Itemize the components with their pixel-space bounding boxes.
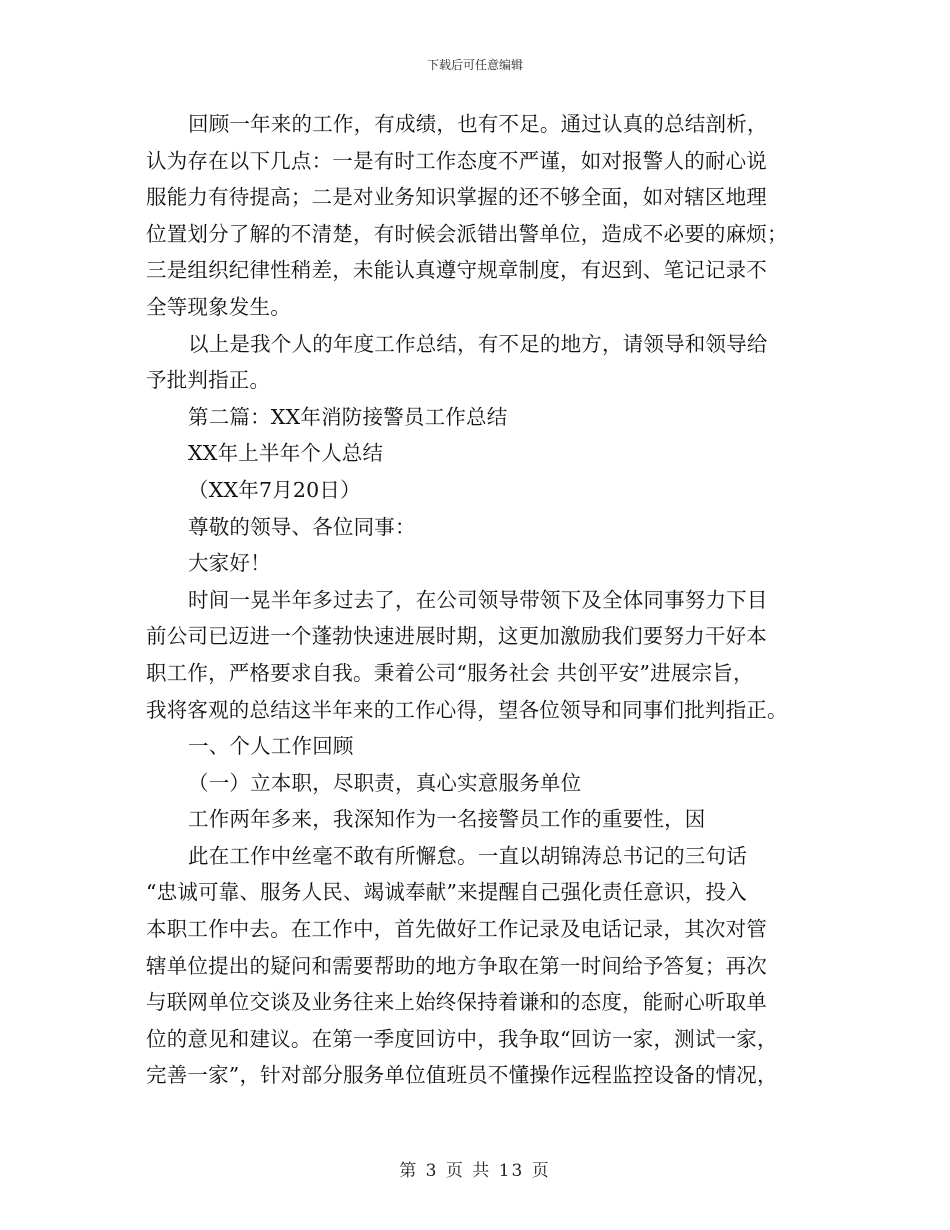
text-line: 位的意见和建议。在第一季度回访中，我争取“回访一家，测试一家， xyxy=(146,1026,778,1051)
greeting: 大家好！ xyxy=(188,551,271,576)
text-line: 职工作，严格要求自我。秉着公司“服务社会 共创平安”进展宗旨， xyxy=(146,660,754,685)
subsection-heading: （一）立本职，尽职责，真心实意服务单位 xyxy=(188,770,582,795)
text-line: 完善一家”，针对部分服务单位值班员不懂操作远程监控设备的情况， xyxy=(146,1063,778,1088)
text-line: “忠诚可靠、服务人民、竭诚奉献”来提醒自己强化责任意识，投入 xyxy=(146,880,747,905)
text-line: 予批判指正。 xyxy=(146,368,271,393)
page-header-note: 下载后可任意编辑 xyxy=(426,58,523,72)
text-line: 认为存在以下几点：一是有时工作态度不严谨，如对报警人的耐心说 xyxy=(146,148,767,173)
text-line: 位置划分了解的不清楚，有时候会派错出警单位，造成不必要的麻烦； xyxy=(146,221,788,246)
document-title: XX年上半年个人总结 xyxy=(188,441,384,466)
text-line: 此在工作中丝毫不敢有所懈怠。一直以胡锦涛总书记的三句话 xyxy=(188,843,747,868)
text-line: 我将客观的总结这半年来的工作心得，望各位领导和同事们批判指正。 xyxy=(146,697,788,722)
text-line: 服能力有待提高；二是对业务知识掌握的还不够全面，如对辖区地理 xyxy=(146,185,767,210)
document-date: （XX年7月20日） xyxy=(188,477,361,502)
page-number: 第 3 页 共 13 页 xyxy=(399,1161,551,1181)
text-line: 辖单位提出的疑问和需要帮助的地方争取在第一时间给予答复；再次 xyxy=(146,953,767,978)
text-line: 时间一晃半年多过去了，在公司领导带领下及全体同事努力下目 xyxy=(188,587,768,612)
salutation: 尊敬的领导、各位同事： xyxy=(188,514,416,539)
text-line: 回顾一年来的工作，有成绩，也有不足。通过认真的总结剖析， xyxy=(188,112,768,136)
text-line: 工作两年多来，我深知作为一名接警员工作的重要性，因 xyxy=(188,807,706,832)
text-line: 本职工作中去。在工作中，首先做好工作记录及电话记录，其次对管 xyxy=(146,917,767,942)
text-line: 全等现象发生。 xyxy=(146,294,291,319)
subsection-heading: 一、个人工作回顾 xyxy=(188,734,354,759)
text-line: 以上是我个人的年度工作总结，有不足的地方，请领导和领导给 xyxy=(188,331,768,356)
text-line: 与联网单位交谈及业务往来上始终保持着谦和的态度，能耐心听取单 xyxy=(146,990,767,1015)
section-heading: 第二篇：XX年消防接警员工作总结 xyxy=(188,404,508,429)
document-body xyxy=(146,106,806,1094)
text-line: 前公司已迈进一个蓬勃快速进展时期，这更加激励我们要努力干好本 xyxy=(146,624,767,649)
text-line: 三是组织纪律性稍差，未能认真遵守规章制度，有迟到、笔记记录不 xyxy=(146,258,767,283)
